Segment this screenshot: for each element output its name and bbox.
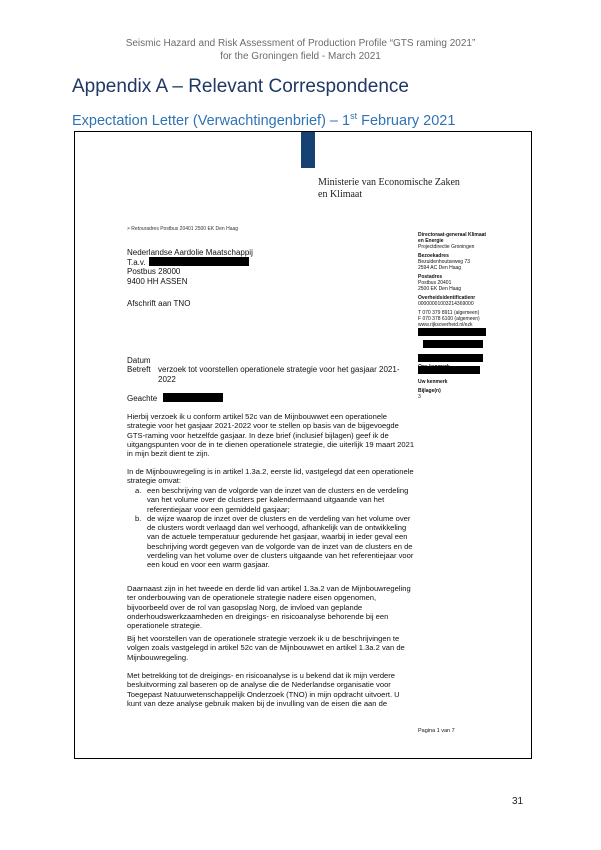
section-subtitle: Expectation Letter (Verwachtingenbrief) – 1st February 2021 (72, 111, 456, 129)
salutation: Geachte (127, 394, 158, 403)
redaction-bar (418, 366, 480, 374)
letter-page-indicator: Pagina 1 van 7 (418, 728, 455, 734)
addressee-block: Nederlandse Aardolie Maatschappij T.a.v. Postbus 28000 9400 HH ASSEN (127, 248, 253, 286)
redaction-bar (149, 257, 249, 266)
list-item: b. de wijze waarop de inzet over de clusters en de verdeling van het volume over de clusters wordt verlaagd dan wel verhoogd, afhankelijk van de ontwikkeling van de actuele temperatuur gedurende het gasjaar, waarbij in ieder geval een beschrijving wordt gegeven van de volgorde van de inzet van de clusters en de verdeling van het volume over de clusters uitgaande van het referentiejaar voor een koud en voor een warm gasjaar. (135, 513, 414, 570)
letter-paragraph: Daarnaast zijn in het tweede en derde lid van artikel 1.3a.2 van de Mijnbouwregeling ter onderbouwing van de operationele strategie nadere eisen opgenomen, bijvoorbeeld over de rol van gasopslag Norg, de invloed van geplande onderhoudswerkzaamheden en dreigings- en risicoanalyse behorende bij een operationele strategie. (127, 584, 411, 631)
subject-text: verzoek tot voorstellen operationele strategie voor het gasjaar 2021-2022 (158, 365, 400, 384)
ministry-name: Ministerie van Economische Zaken en Klimaat (318, 177, 460, 200)
government-logo-bar (301, 132, 315, 168)
appendix-title: Appendix A – Relevant Correspondence (72, 76, 409, 97)
list-item: a. een beschrijving van de volgorde van de inzet van de clusters en de verdeling van het volume over de clusters per kalendermaand uitgaande van het referentiejaar voor een gemiddeld gasjaar; (135, 486, 409, 514)
running-header-line-2: for the Groningen field - March 2021 (220, 51, 381, 62)
return-address: > Retouradres Postbus 20401 2500 EK Den Haag (127, 226, 239, 232)
running-header-line-1: Seismic Hazard and Risk Assessment of Production Profile “GTS raming 2021” (125, 38, 476, 49)
page-number: 31 (512, 796, 524, 807)
redaction-bar (163, 393, 223, 402)
letter-paragraph: Bij het voorstellen van de operationele strategie verzoek ik u de beschrijvingen te volgen zoals vastgelegd in artikel 52c van de Mijnbouwwet en artikel 1.3a.2 van de Mijnbouwregeling. (127, 634, 405, 662)
scanned-letter (74, 131, 532, 759)
redaction-bar (418, 354, 483, 362)
subject-label: Betreft (127, 365, 151, 374)
date-label: Datum (127, 356, 151, 365)
letter-paragraph: Met betrekking tot de dreigings- en risicoanalyse is u bekend dat ik mijn verdere besluitvorming zal baseren op de analyse die de Nederlandse organisatie voor Toegepast Natuurwetenschappelijk Onderzoek (TNO) in mijn opdracht uitvoert. U kunt van deze analyse gebruik maken bij de invulling van de eisen die aan de (127, 671, 400, 708)
requirements-list (127, 486, 415, 570)
letter-sidebar: Directoraat-generaal Klimaat en Energie Projectdirectie Groningen Bezoekadres Bezuidenhoutseweg 73 2594 AC Den Haag Postadres Postbus 20401 2500 EK Den Haag Overheidsidentificatienr 00000001003214369000 T 070 379 8911 (algemeen) F 070 378 6100 (algemeen) www.rijksoverheid.nl/ezk Uw kenmerk Bijlage(n) 3 (418, 232, 487, 400)
letter-paragraph: Hierbij verzoek ik u conform artikel 52c van de Mijnbouwwet een operationele strategie voor het gasjaar 2021-2022 voor te stellen op basis van de bijgevoegde GTS-raming voor hetzelfde gasjaar. In deze brief (inclusief bijlagen) geef ik de uitgangspunten voor de in te dienen operationele strategie, die uiterlijk 19 maart 2021 in mijn bezit dient te zijn. (127, 412, 415, 459)
redaction-bar (418, 328, 486, 336)
letter-paragraph: In de Mijnbouwregeling is in artikel 1.3a.2, eerste lid, vastgelegd dat een operationele strategie omvat: (127, 467, 414, 486)
copy-to: Afschrift aan TNO (127, 299, 191, 308)
redaction-bar (423, 340, 483, 348)
